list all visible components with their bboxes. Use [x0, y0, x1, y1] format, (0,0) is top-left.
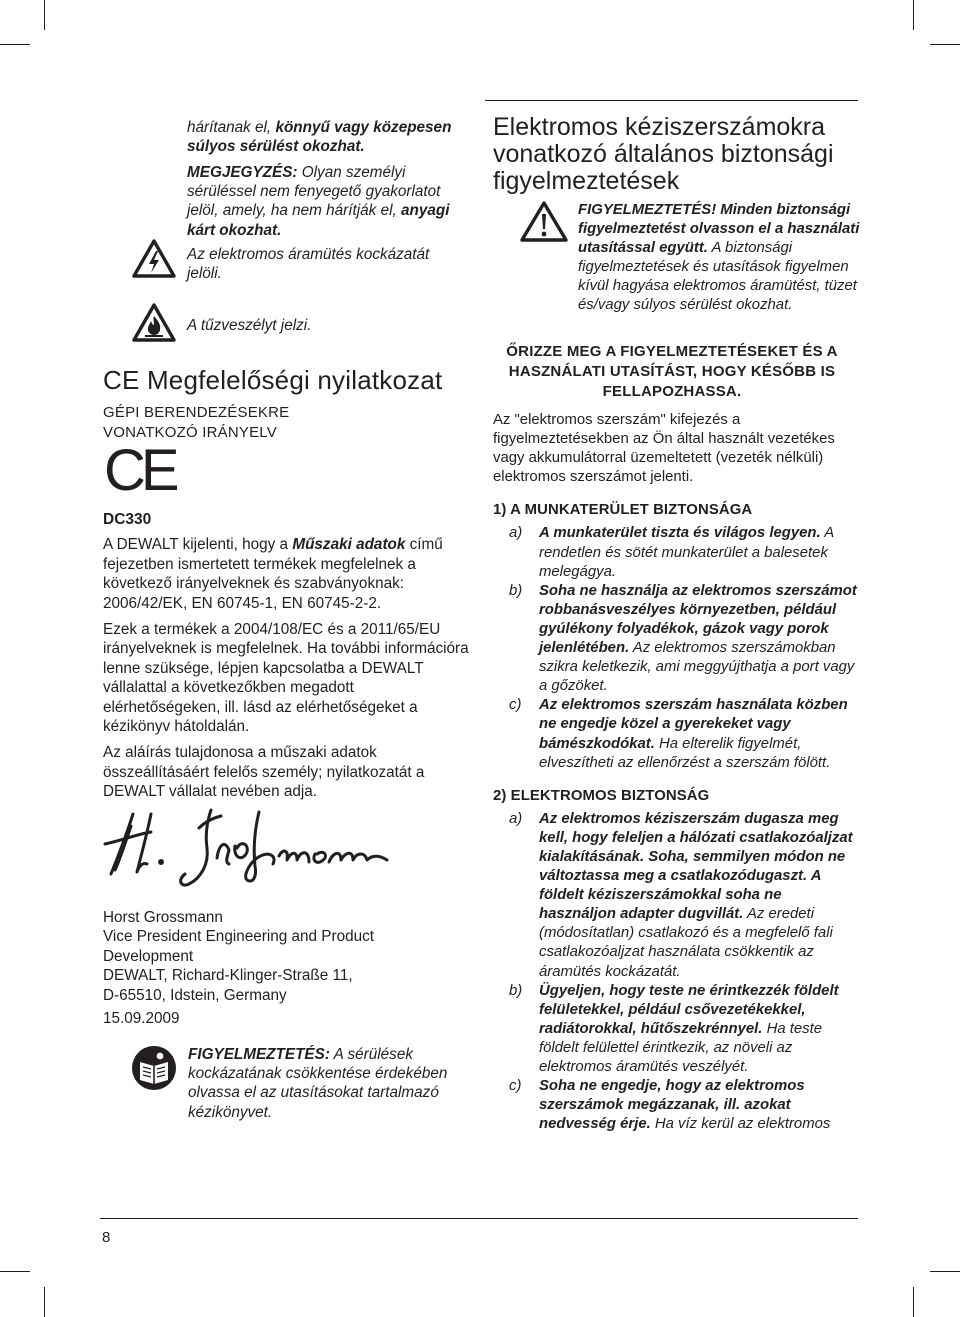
list-item: b) Soha ne használja az elektromos szerszámot robbanásveszélyes környezetben, például gyúlékony folyadékok, gázok vagy porok jelenlétében. Az elektromos szerszámokban szikra keletkezik, ami meggyújthatja a port vagy a gőzöket.	[509, 582, 857, 695]
signer-title: Vice President Engineering and Product Development	[103, 928, 374, 965]
right-body	[493, 411, 858, 1134]
list-item: b) Ügyeljen, hogy teste ne érintkezzék földelt felületekkel, például csővezetékekkel, radiátorokkal, hűtőszekrénnyel. Ha teste földelt felülettel érintkezik, az növeli az elektromos áramütés veszélyét.	[509, 982, 839, 1075]
crop-mark	[0, 44, 30, 45]
safety-heading: Elektromos kéziszerszámokra vonatkozó általános biztonsági figyelmeztetések	[493, 113, 834, 195]
read-manual-icon	[130, 1044, 178, 1092]
signature-image	[103, 804, 403, 894]
notice-text: MEGJEGYZÉS: Olyan személyi sérüléssel nem fenyegető gyakorlatot jelöl, amely, ha nem hárítják el, anyagi kárt okozhat.	[187, 164, 450, 239]
list-item: a) A munkaterület tiszta és világos legyen. A rendetlen és sötét munkaterület a balesetek melegágya.	[509, 525, 834, 580]
intro-text: hárítanak el, könnyű vagy közepesen súlyos sérülést okozhat.	[187, 119, 452, 155]
signer-block	[103, 908, 433, 1028]
ce-paragraph-1: A DEWALT kijelenti, hogy a Műszaki adatok című fejezetben ismertetett termékek megfelelnek a következő irányelveknek és szabványoknak: 2006/42/EK, EN 60745-1, EN 60745-2-2.	[103, 536, 443, 612]
crop-mark	[44, 0, 45, 30]
crop-mark	[913, 1287, 914, 1317]
list-item: c) Az elektromos szerszám használata közben ne engedje közel a gyerekeket vagy bámészkodókat. Ha elterelik figyelmét, elveszítheti az ellenőrzést a szerszám fölött.	[509, 697, 848, 771]
ce-subtitle: GÉPI BERENDEZÉSEKRE VONATKOZÓ IRÁNYELV	[103, 404, 290, 441]
ce-mark: CE	[104, 438, 175, 503]
ce-paragraph-3: Az aláírás tulajdonosa a műszaki adatok összeállításáért felelős személy; nyilatkozatát a DEWALT vállalat nevében adja.	[103, 744, 425, 801]
ce-paragraph-2: Ezek a termékek a 2004/108/EC és a 2011/65/EU irányelveknek is megfelelnek. Ha további információra lenne szüksége, lépjen kapcsolatba a DEWALT vállalattal a következőkben megadott elérhetőségeken, ill. lásd az elérhetőségeket a kézikönyv hátoldalán.	[103, 621, 469, 736]
signer-address: D-65510, Idstein, Germany	[103, 986, 287, 1004]
fire-text: A tűzveszélyt jelzi.	[187, 317, 312, 334]
signer-name: Horst Grossmann	[103, 909, 223, 926]
crop-mark	[0, 1271, 30, 1272]
crop-mark	[930, 1271, 960, 1272]
footer-rule	[100, 1218, 858, 1219]
signer-company: DEWALT, Richard-Klinger-Straße 11,	[103, 967, 353, 985]
section-1-title: 1) A MUNKATERÜLET BIZTONSÁGA	[493, 502, 753, 519]
general-warning: FIGYELMEZTETÉS! Minden biztonsági figyelmeztetést olvasson el a használati utasítással együtt. A biztonsági figyelmeztetések és utasítások figyelmen kívül hagyása elektromos áramütést, tüzet és/vagy súlyos sérülést okozhat.	[578, 202, 860, 314]
ce-body	[103, 510, 473, 802]
manual-warning-text: FIGYELMEZTETÉS: A sérülések kockázatának csökkentése érdekében olvassa el az utasításokat tartalmazó kézikönyvet.	[188, 1046, 448, 1121]
list-item: c) Soha ne engedje, hogy az elektromos szerszámok megázzanak, ill. azokat nedvesség érje. Ha víz kerül az elektromos	[509, 1078, 831, 1133]
definition-text: Az "elektromos szerszám" kifejezés a figyelmeztetésekben az Ön által használt vezetékes vagy akkumulátorral üzemeltetett (vezeték nélküli) elektromos szerszámot jelenti.	[493, 412, 835, 486]
signer-date: 15.09.2009	[103, 1010, 180, 1028]
crop-mark	[44, 1287, 45, 1317]
warning-triangle-icon	[519, 200, 569, 244]
section-2-title: 2) ELEKTROMOS BIZTONSÁG	[493, 787, 710, 804]
list-item: a) Az elektromos kéziszerszám dugasza meg kell, hogy feleljen a hálózati csatlakozóaljzat kialakításának. Soha, semmilyen módon ne változtassa meg a csatlakozódugaszt. A földelt kéziszerszámokkal soha ne használjon adapter dugvillát. Az eredeti (módosítatlan) csatlakozó és a megfelelő fali csatlakozóaljzat használata csökkentik az áramütés kockázatát.	[509, 810, 853, 980]
keep-instructions: ŐRIZZE MEG A FIGYELMEZTETÉSEKET ÉS A HASZNÁLATI UTASÍTÁST, HOGY KÉSŐBB IS FELLAPOZHASSA.	[506, 343, 838, 400]
section-2-items	[493, 810, 858, 1135]
header-rule	[485, 100, 858, 101]
crop-mark	[913, 0, 914, 30]
model-number: DC330	[103, 511, 152, 528]
electric-shock-warning-icon	[131, 238, 177, 280]
section-1-items	[493, 524, 858, 772]
fire-warning-icon	[131, 302, 177, 344]
crop-mark	[930, 44, 960, 45]
left-column	[187, 118, 472, 283]
page-number: 8	[102, 1229, 111, 1246]
shock-text: Az elektromos áramütés kockázatát jelöli.	[187, 245, 430, 283]
ce-title: CE Megfelelőségi nyilatkozat	[103, 365, 443, 395]
